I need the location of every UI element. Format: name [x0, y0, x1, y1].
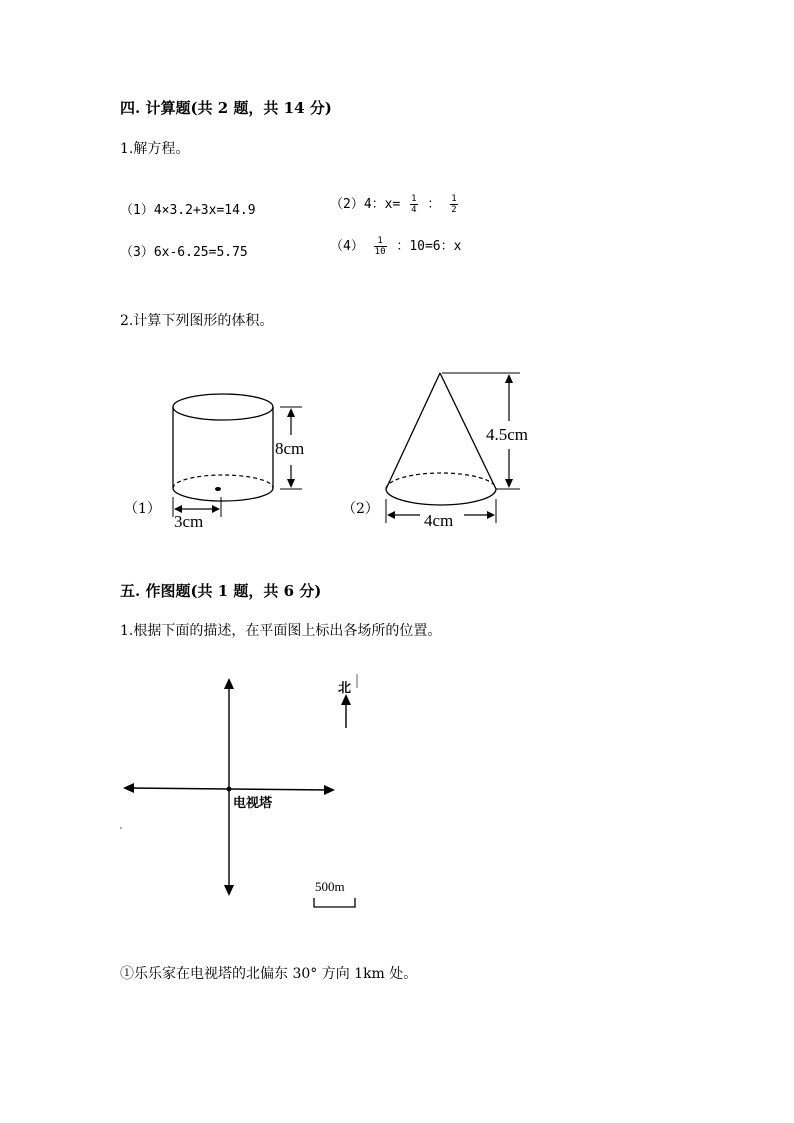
- equation-3-number: （3）: [120, 245, 154, 260]
- figure-2-number: （2）: [342, 501, 379, 517]
- q2-title: 2.计算下列图形的体积。: [120, 313, 274, 329]
- equation-3-expression: 6x-6.25=5.75: [153, 245, 248, 260]
- axis-arrow-left-icon: [123, 783, 134, 793]
- equation-1-expression: 4×3.2+3x=14.9: [153, 203, 256, 218]
- q1-title: 1.解方程。: [120, 141, 190, 157]
- fraction-one-half: $\frac{1}{2}$: [451, 194, 457, 215]
- axis-arrow-up-icon: [224, 678, 234, 689]
- section4-heading: 四. 计算题(共 2 题，共 14 分): [120, 99, 332, 117]
- cone-diameter-label: 4cm: [424, 511, 454, 530]
- equation-2: [330, 193, 460, 215]
- scale-bar: [314, 898, 355, 907]
- equation-1: [120, 199, 256, 218]
- cylinder-height-label: 8cm: [275, 439, 305, 458]
- cone-height-label: 4.5cm: [486, 425, 529, 444]
- equation-1-number: （1）: [120, 203, 154, 218]
- fraction-one-quarter: $\frac{1}{4}$: [411, 194, 417, 215]
- scale-label: 500m: [315, 879, 345, 894]
- equation-2-ratio-sign: ：: [427, 197, 441, 212]
- axis-arrow-right-icon: [324, 785, 335, 795]
- fraction-one-tenth: $\frac{1}{10}$: [374, 236, 386, 257]
- equation-4-rest: ：10=6：x: [396, 239, 462, 254]
- equation-2-prefix: 4：x=: [363, 197, 401, 212]
- tv-tower-point: [227, 787, 232, 792]
- location-item-1: ①乐乐家在电视塔的北偏东 30° 方向 1km 处。: [120, 966, 418, 982]
- section5-q1-title: 1.根据下面的描述，在平面图上标出各场所的位置。: [120, 623, 442, 639]
- cylinder-radius-label: 3cm: [174, 512, 204, 531]
- cone-figure: [380, 365, 540, 530]
- axis-arrow-down-icon: [224, 885, 234, 896]
- equation-4-number: （4）: [330, 239, 364, 254]
- north-label: 北: [338, 681, 352, 696]
- equation-2-number: （2）: [330, 197, 364, 212]
- tv-tower-label: 电视塔: [233, 796, 273, 811]
- equation-4: [330, 235, 461, 257]
- equation-3: [120, 241, 248, 260]
- figure-1-number: （1）: [124, 501, 161, 517]
- section5-heading: 五. 作图题(共 1 题，共 6 分): [120, 582, 322, 600]
